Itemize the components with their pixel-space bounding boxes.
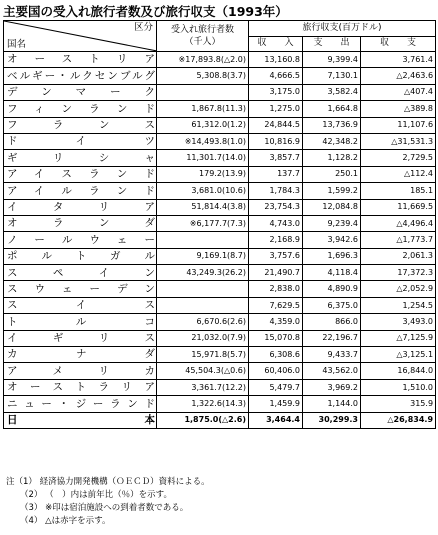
table-row: [4, 52, 436, 68]
net-cell: △389.8: [361, 101, 436, 117]
country-label: 国名: [7, 38, 27, 50]
receipts-cell: 3,757.6: [249, 248, 303, 264]
table-row: [4, 248, 436, 264]
net-cell: 11,669.5: [361, 199, 436, 215]
table-row: [4, 297, 436, 313]
visitors-unit: （千人）: [184, 36, 221, 47]
visitors-cell: 179.2(13.9): [157, 166, 249, 182]
table-row: [4, 101, 436, 117]
visitors-cell: 51,814.4(3.8): [157, 199, 249, 215]
payments-cell: 12,084.8: [303, 199, 361, 215]
country-cell: スペイン: [4, 265, 157, 281]
receipts-cell: 137.7: [249, 166, 303, 182]
net-cell: 1,254.5: [361, 297, 436, 313]
note-text: 経済協力開発機構（ＯＥＣＤ）資料による。: [39, 477, 210, 487]
balance-header: 旅行収支(百万ドル): [249, 21, 436, 37]
payments-cell: 9,239.4: [303, 215, 361, 231]
visitors-cell: 11,301.7(14.0): [157, 150, 249, 166]
payments-header: 支 出: [303, 36, 361, 52]
country-cell: オランダ: [4, 215, 157, 231]
net-cell: △3,125.1: [361, 347, 436, 363]
visitors-cell: 3,361.7(12.2): [157, 379, 249, 395]
table-row: [4, 215, 436, 231]
receipts-cell: 1,459.9: [249, 396, 303, 412]
receipts-cell: 10,816.9: [249, 133, 303, 149]
country-cell: カナダ: [4, 347, 157, 363]
country-cell: イタリア: [4, 199, 157, 215]
table-row: [4, 314, 436, 330]
visitors-cell: 9,169.1(8.7): [157, 248, 249, 264]
visitors-cell: 1,322.6(14.3): [157, 396, 249, 412]
net-cell: 11,107.6: [361, 117, 436, 133]
receipts-cell: 2,838.0: [249, 281, 303, 297]
receipts-cell: 60,406.0: [249, 363, 303, 379]
receipts-cell: 5,479.7: [249, 379, 303, 395]
receipts-cell: 24,844.5: [249, 117, 303, 133]
note-text: △は赤字を示す。: [45, 516, 111, 526]
table-row: [4, 84, 436, 100]
receipts-cell: 3,857.7: [249, 150, 303, 166]
note-label: 注（1）: [6, 477, 37, 487]
visitors-cell: 43,249.3(26.2): [157, 265, 249, 281]
country-cell: アイスランド: [4, 166, 157, 182]
receipts-cell: 1,784.3: [249, 183, 303, 199]
table-row: [4, 363, 436, 379]
receipts-cell: 4,743.0: [249, 215, 303, 231]
country-cell: デンマーク: [4, 84, 157, 100]
country-cell: ギリシャ: [4, 150, 157, 166]
payments-cell: 43,562.0: [303, 363, 361, 379]
country-cell: ニュー・ジーランド: [4, 396, 157, 412]
visitors-cell: 61,312.0(1.2): [157, 117, 249, 133]
payments-cell: 3,969.2: [303, 379, 361, 395]
note-3: [6, 502, 210, 515]
visitors-cell: [157, 297, 249, 313]
payments-cell: 30,299.3: [303, 412, 361, 428]
visitors-cell: 5,308.8(3.7): [157, 68, 249, 84]
net-cell: 2,729.5: [361, 150, 436, 166]
payments-cell: 9,433.7: [303, 347, 361, 363]
table-row: [4, 281, 436, 297]
payments-cell: 1,664.8: [303, 101, 361, 117]
net-cell: △112.4: [361, 166, 436, 182]
receipts-cell: 1,275.0: [249, 101, 303, 117]
visitors-cell: [157, 281, 249, 297]
net-cell: △2,052.9: [361, 281, 436, 297]
visitors-label: 受入れ旅行者数: [170, 24, 234, 35]
country-cell: オーストラリア: [4, 379, 157, 395]
net-cell: 16,844.0: [361, 363, 436, 379]
note-label: （2）: [20, 490, 43, 500]
visitors-cell: [157, 232, 249, 248]
payments-cell: 4,118.4: [303, 265, 361, 281]
visitors-cell: 6,670.6(2.6): [157, 314, 249, 330]
receipts-cell: 4,666.5: [249, 68, 303, 84]
net-cell: 2,061.3: [361, 248, 436, 264]
payments-cell: 7,130.1: [303, 68, 361, 84]
net-cell: 3,493.0: [361, 314, 436, 330]
receipts-cell: 13,160.8: [249, 52, 303, 68]
note-1: [6, 476, 210, 489]
net-cell: △4,496.4: [361, 215, 436, 231]
visitors-cell: 21,032.0(7.9): [157, 330, 249, 346]
page-title: 主要国の受入れ旅行者数及び旅行収支（1993年）: [3, 4, 288, 19]
country-cell: イギリス: [4, 330, 157, 346]
note-2: [6, 489, 210, 502]
country-cell: 日本: [4, 412, 157, 428]
note-label: （3）: [20, 503, 43, 513]
table-row: [4, 347, 436, 363]
receipts-cell: 3,175.0: [249, 84, 303, 100]
net-cell: △1,773.7: [361, 232, 436, 248]
table-row: [4, 68, 436, 84]
country-cell: アイルランド: [4, 183, 157, 199]
notes: [6, 476, 210, 528]
receipts-cell: 4,359.0: [249, 314, 303, 330]
note-4: [6, 515, 210, 528]
table-row: [4, 183, 436, 199]
net-cell: △407.4: [361, 84, 436, 100]
table-row: [4, 379, 436, 395]
net-cell: 185.1: [361, 183, 436, 199]
table-row: [4, 412, 436, 428]
receipts-cell: 15,070.8: [249, 330, 303, 346]
payments-cell: 3,582.4: [303, 84, 361, 100]
net-cell: △26,834.9: [361, 412, 436, 428]
country-cell: ドイツ: [4, 133, 157, 149]
header-diagonal-cell: [4, 21, 157, 52]
table-row: [4, 199, 436, 215]
tourism-table: [3, 20, 436, 429]
visitors-cell: ※6,177.7(7.3): [157, 215, 249, 231]
payments-cell: 42,348.2: [303, 133, 361, 149]
country-cell: ポルトガル: [4, 248, 157, 264]
table-row: [4, 150, 436, 166]
net-cell: 17,372.3: [361, 265, 436, 281]
net-cell: △2,463.6: [361, 68, 436, 84]
payments-cell: 1,599.2: [303, 183, 361, 199]
receipts-cell: 3,464.4: [249, 412, 303, 428]
payments-cell: 866.0: [303, 314, 361, 330]
payments-cell: 22,196.7: [303, 330, 361, 346]
net-cell: △31,531.3: [361, 133, 436, 149]
visitors-header: [157, 21, 249, 52]
table-row: [4, 117, 436, 133]
net-cell: 3,761.4: [361, 52, 436, 68]
country-cell: アメリカ: [4, 363, 157, 379]
visitors-cell: ※14,493.8(1.0): [157, 133, 249, 149]
table-row: [4, 396, 436, 412]
receipts-cell: 2,168.9: [249, 232, 303, 248]
table-row: [4, 133, 436, 149]
table-row: [4, 265, 436, 281]
payments-cell: 3,942.6: [303, 232, 361, 248]
receipts-cell: 6,308.6: [249, 347, 303, 363]
visitors-cell: 45,504.3(△0.6): [157, 363, 249, 379]
country-cell: トルコ: [4, 314, 157, 330]
visitors-cell: 15,971.8(5.7): [157, 347, 249, 363]
visitors-cell: 3,681.0(10.6): [157, 183, 249, 199]
net-cell: 1,510.0: [361, 379, 436, 395]
receipts-cell: 7,629.5: [249, 297, 303, 313]
payments-cell: 1,144.0: [303, 396, 361, 412]
table-row: [4, 166, 436, 182]
region-label: 区分: [133, 22, 153, 33]
net-cell: △7,125.9: [361, 330, 436, 346]
country-cell: フィンランド: [4, 101, 157, 117]
payments-cell: 250.1: [303, 166, 361, 182]
note-label: （4）: [20, 516, 43, 526]
payments-cell: 1,696.3: [303, 248, 361, 264]
country-cell: スイス: [4, 297, 157, 313]
payments-cell: 4,890.9: [303, 281, 361, 297]
country-cell: ベルギー・ルクセンブルグ: [4, 68, 157, 84]
payments-cell: 1,128.2: [303, 150, 361, 166]
receipts-header: 収 入: [249, 36, 303, 52]
note-text: （ ）内は前年比（％）を示す。: [45, 490, 172, 500]
table-row: [4, 232, 436, 248]
receipts-cell: 21,490.7: [249, 265, 303, 281]
net-header: 収 支: [361, 36, 436, 52]
country-cell: ノールウェー: [4, 232, 157, 248]
note-text: ※印は宿泊施設への到着者数である。: [45, 503, 189, 513]
payments-cell: 13,736.9: [303, 117, 361, 133]
visitors-cell: ※17,893.8(△2.0): [157, 52, 249, 68]
country-cell: オーストリア: [4, 52, 157, 68]
visitors-cell: 1,875.0(△2.6): [157, 412, 249, 428]
payments-cell: 9,399.4: [303, 52, 361, 68]
visitors-cell: [157, 84, 249, 100]
net-cell: 315.9: [361, 396, 436, 412]
visitors-cell: 1,867.8(11.3): [157, 101, 249, 117]
receipts-cell: 23,754.3: [249, 199, 303, 215]
country-cell: スウェーデン: [4, 281, 157, 297]
country-cell: フランス: [4, 117, 157, 133]
payments-cell: 6,375.0: [303, 297, 361, 313]
table-row: [4, 330, 436, 346]
